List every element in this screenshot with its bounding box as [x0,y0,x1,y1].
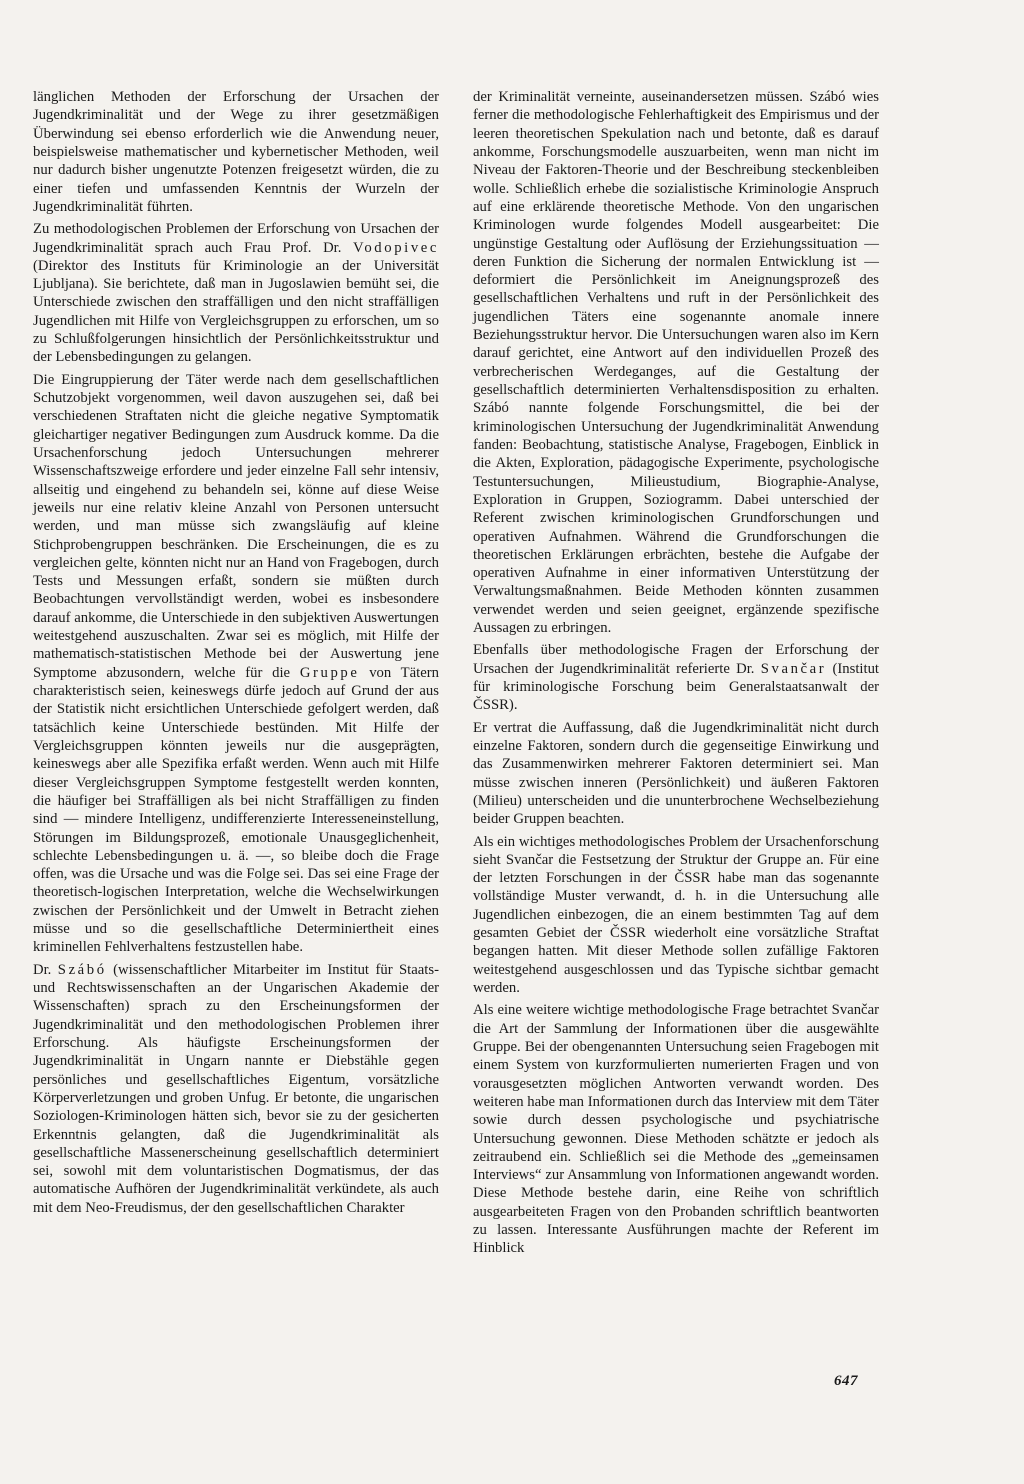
paragraph: Er vertrat die Auffassung, daß die Jugendkriminalität nicht durch einzelne Faktoren, sondern durch die gegenseitige Einwirkung und das Zusammenwirken mehrerer Faktoren determiniert sei. Man müsse zwischen inneren (Persönlichkeit) und äußeren Faktoren (Milieu) unterscheiden und die ununterbrochene Wechselbeziehung beider Gruppen beachten. [473,719,879,828]
paragraph: Als eine weitere wichtige methodologische Frage betrachtet Svančar die Art der Sammlung der Informationen über die ausgewählte Gruppe. Bei der obengenannten Untersuchung seien Fragebogen mit einem System von kurzformulierten numerierten Fragen und von vorausgesetzten möglichen Antworten verwandt worden. Des weiteren habe man Informationen durch das Interview mit dem Täter sowie durch dessen psychologische und psychiatrische Untersuchung gewonnen. Diese Methoden schätzte er jedoch als zeitraubend ein. Schließlich sei die Methode des „gemeinsamen Interviews“ zur Ansammlung von Informationen angewandt worden. Diese Methode bestehe darin, eine Reihe von schriftlich ausgearbeiteten Fragen von den Probanden schriftlich beantworten zu lassen. Interessante Ausführungen machte der Referent im Hinblick [473,1002,879,1257]
spaced-word: Gruppe [299,664,360,681]
spaced-name: Szábó [57,961,107,978]
left-column [33,88,439,1221]
paragraph: der Kriminalität verneinte, auseinandersetzen müssen. Szábó wies ferner die methodologische Fehlerhaftigkeit des Empirismus und der leeren theoretischen Spekulation nach und betonte, daß es darauf ankomme, Forschungsmodelle auszuarbeiten, wenn man nicht im Niveau der Faktoren-Theorie und der Beschreibung steckenbleiben wolle. Schließlich erhebe die sozialistische Kriminologie Anspruch auf eine erklärende theoretische Methode. Von den ungarischen Kriminologen wurde folgendes Modell ausgearbeitet: Die ungünstige Gestaltung oder Auflösung der Erziehungssituation — deren Funktion die Sicherung der normalen Entwicklung ist — deformiert die Persönlichkeit im Aneignungsprozeß des gesellschaftlichen Verhaltens und ruft in der Persönlichkeit des jugendlichen Täters eine sogenannte anomale innere Beziehungsstruktur hervor. Die Untersuchungen waren also im Kern darauf gerichtet, eine Antwort auf den individuellen Prozeß des verbrecherischen Werdeganges, auf die Gestaltung der gesellschaftlich determinierten Verhaltensdisposition zu erhalten. Szábó nannte folgende Forschungsmittel, die bei der kriminologischen Untersuchung der Jugendkriminalität Anwendung fanden: Beobachtung, statistische Analyse, Fragebogen, Einblick in die Akten, Exploration, pädagogische Experimente, psychologische Testuntersuchungen, Milieustudium, Biographie-Analyse, Exploration in Gruppen, Soziogramm. Dabei unterschied der Referent zwischen kriminologischen Grundforschungen und operativen Aufnahmen. Während die Grundforschungen die theoretischen Erklärungen erbrächten, bestehe die Aufgabe der operativen Aufnahme in einer informativen Unterstützung der Verwaltungsmaßnahmen. Beide Methoden könnten zusammen verwendet werden und seien geeignet, ergänzende spezifische Aussagen zu erbringen. [473,89,879,637]
paragraph: Ebenfalls über methodologische Fragen der Erforschung der Ursachen der Jugendkriminalität referierte Dr. Svančar (Institut für kriminologische Forschung beim Generalstaatsanwalt der ČSSR). [473,642,880,714]
spaced-name: Svančar [760,660,827,677]
paragraph: länglichen Methoden der Erforschung der Ursachen der Jugendkriminalität und der Wege zu ihrer gesetzmäßigen Überwindung sei ebenso erforderlich wie die Anwendung neuer, beispielsweise mathematischer und kybernetischer Methoden, weil nur dadurch bisher ungenutzte Potenzen freigesetzt würden, die zu einer tiefen und umfassenden Kenntnis der Wurzeln der Jugendkriminalität führten. [33,89,439,215]
paragraph: Dr. Szábó (wissenschaftlicher Mitarbeiter im Institut für Staats- und Rechtswissenschaften an der Ungarischen Akademie der Wissenschaften) sprach zu den Erscheinungsformen der Jugendkriminalität und den methodologischen Problemen ihrer Erforschung. Als häufigste Erscheinungsformen der Jugendkriminalität in Ungarn nannte er Diebstähle gegen persönliches und gesellschaftliches Eigentum, vorsätzliche Körperverletzungen und groben Unfug. Er betonte, die ungarischen Soziologen-Kriminologen hätten sich, bevor sie zu der gesicherten Erkenntnis gelangten, daß die Jugendkriminalität als gesellschaftliche Massenerscheinung gesellschaftlich determiniert sei, sowohl mit dem voluntaristischen Dogmatismus, der das automatische Aufhören der Jugendkriminalität verkündete, als auch mit dem Neo-Freudismus, der den gesellschaftlichen Charakter [33,961,439,1216]
paragraph: Die Eingruppierung der Täter werde nach dem gesellschaftlichen Schutzobjekt vorgenommen, weil davon auszugehen sei, daß bei verschiedenen Straftaten nicht die gleiche negative Symptomatik gleichartiger negativer Bedingungen zum Ausdruck komme. Da die Ursachenforschung jedoch Untersuchungen mehrerer Wissenschaftszweige erfordere und jeder einzelne Fall sehr intensiv, allseitig und eingehend zu behandeln sei, könne auf diese Weise jeweils nur eine relativ kleine Anzahl von Personen untersucht werden, und man müsse sich zwangsläufig auf kleine Stichprobengruppen beschränken. Die Erscheinungen, die es zu vergleichen gelte, könnten nicht nur an Hand von Fragebogen, durch Tests und Messungen erfaßt, sondern sie müßten durch Beobachtungen vervollständigt werden, wobei es insbesondere darauf ankomme, die Unterschiede in den subjektiven Auswertungen weitestgehend auszuschalten. Zwar sei es möglich, mit Hilfe der mathematisch-statistischen Methode bei der Auswertung jene Symptome abzusondern, welche für die Gruppe von Tätern charakteristisch seien, keineswegs dürfe jedoch auf Grund der aus der Statistik nicht ersichtlichen Unterschiede gefolgert werden, daß tatsächlich keine Unterschiede bestünden. Mit Hilfe der Vergleichsgruppen könnten jeweils nur die ausgeprägten, keineswegs aber alle Spezifika erfaßt werden. Wenn auch mit Hilfe dieser Vergleichsgruppen Symptome festgestellt werden konnten, die häufiger bei Straffälligen als bei nicht Straffälligen zu finden sind — mindere Intelligenz, undifferenzierte Interesseneinstellung, Störungen im Bildungsprozeß, emotionale Unausgeglichenheit, schlechte Lebensbedingungen u. ä. —, so bleibe doch die Frage offen, was die Ursache und was die Folge sei. Das sei eine Frage der theoretisch-logischen Interpretation, welche die Wechselwirkungen zwischen der Persönlichkeit und der Umwelt in Betracht ziehen müsse und so die gesellschaftliche Determiniertheit eines kriminellen Fehlverhaltens festzustellen habe. [33,371,439,956]
page-number: 647 [834,1373,858,1389]
paragraph: Zu methodologischen Problemen der Erforschung von Ursachen der Jugendkriminalität sprach auch Frau Prof. Dr. Vodopivec (Direktor des Instituts für Kriminologie an der Universität Ljubljana). Sie berichtete, daß man in Jugoslawien bemüht sei, die Unterschiede zwischen den straffälligen und den nicht straffälligen Jugendlichen mit Hilfe von Vergleichsgruppen zu erforschen, um so zu Schlußfolgerungen hinsichtlich der Persönlichkeitsstruktur und der Lebensbedingungen zu gelangen. [33,221,439,366]
spaced-name: Vodopivec [353,239,439,256]
paragraph: Als ein wichtiges methodologisches Problem der Ursachenforschung sieht Svančar die Festsetzung der Struktur der Gruppe an. Für eine der letzten Forschungen in der ČSSR habe man das sogenannte vollständige Muster verwandt, d. h. in die Untersuchung alle Jugendlichen einbezogen, die an einem bestimmten Tag auf dem gesamten Gebiet der ČSSR wiederholt eine vorsätzliche Straftat begangen hatten. Mit dieser Methode sollen zufällige Faktoren weitestgehend ausgeschlossen und das Typische sichtbar gemacht werden. [473,833,879,996]
right-column [473,88,879,1262]
